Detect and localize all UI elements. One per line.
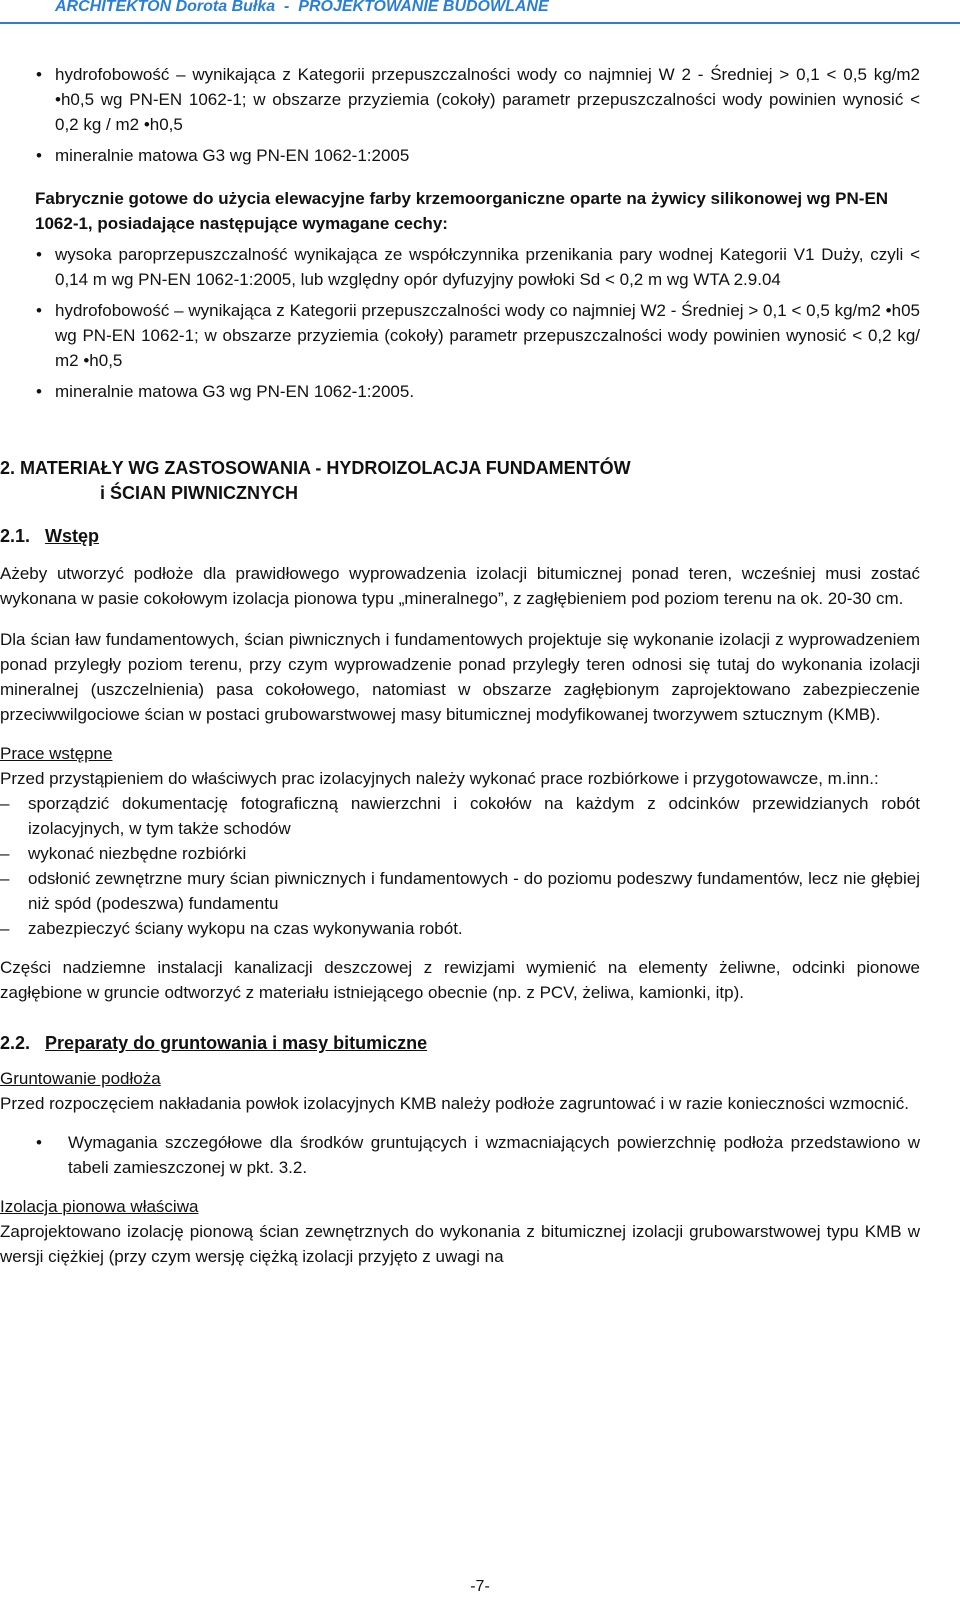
paragraph: Ażeby utworzyć podłoże dla prawidłowego wyprowadzenia izolacji bitumicznej ponad teren, wcześniej musi zostać wykonana w pasie cokołowym izolacja pionowa typu „mineralnego”, z zagłębieniem pod poziom terenu na ok. 20-30 cm. (0, 564, 920, 608)
paragraph: Przed przystąpieniem do właściwych prac izolacyjnych należy wykonać prace rozbiórkowe i przygotowawcze, m.inn.: (0, 769, 879, 788)
dash-text: wykonać niezbędne rozbiórki (28, 844, 247, 863)
section-2-heading (0, 456, 920, 506)
subheading-prep: Prace wstępne (0, 744, 113, 763)
section-number: 2.2. (0, 1033, 31, 1053)
bullet-icon: • (36, 301, 42, 320)
bullet-text: hydrofobowość – wynikająca z Kategorii przepuszczalności wody co najmniej W2 - Średniej > 0,1 < 0,5 kg/m2 •h05 wg PN-EN 1062-1; w obszarze przyziemia (cokoły) parametr przepuszczalności wody powinien wynosić < 0,2 kg/ m2 •h0,5 (55, 301, 920, 370)
section-2-1-heading (0, 524, 920, 549)
paint-heading: Fabrycznie gotowe do użycia elewacyjne farby krzemoorganiczne oparte na żywicy silikonowej wg PN-EN 1062-1, posiadające następujące wymagane cechy: (35, 189, 889, 233)
bullet-text: mineralnie matowa G3 wg PN-EN 1062-1:2005 (55, 146, 410, 165)
bullet-text: mineralnie matowa G3 wg PN-EN 1062-1:2005. (55, 382, 415, 401)
header-divider (0, 22, 960, 24)
dash-text: zabezpieczyć ściany wykopu na czas wykonywania robót. (28, 919, 463, 938)
list-item (0, 866, 920, 916)
dash-icon: – (0, 919, 10, 938)
dash-icon: – (0, 794, 10, 813)
header-title: ARCHITEKTON Dorota Bułka - PROJEKTOWANIE BUDOWLANE (55, 0, 549, 15)
paragraph: Przed rozpoczęciem nakładania powłok izolacyjnych KMB należy podłoże zagruntować i w razie konieczności wzmocnić. (0, 1094, 909, 1113)
list-item (0, 298, 920, 373)
bullet-text: Wymagania szczegółowe dla środków gruntujących i wzmacniających powierzchnię podłoża przedstawiono w tabeli zamieszczonej w pkt. 3.2. (68, 1133, 920, 1177)
section-2-line1 (0, 456, 920, 481)
section-title: Wstęp (45, 526, 100, 546)
paragraph: Dla ścian ław fundamentowych, ścian piwnicznych i fundamentowych projektuje się wykonanie izolacji z wyprowadzeniem ponad przyległy poziom terenu, przy czym wyprowadzenie ponad przyległy teren odnosi się tutaj do wykonania izolacji mineralnej (uszczelnienia) pasa cokołowego, natomiast w obszarze zagłębionym zaprojektowano zabezpieczenie przeciwwilgociowe ścian w postaci grubowarstwowej masy bitumicznej modyfikowanej tworzywem sztucznym (KMB). (0, 630, 920, 724)
list-item (0, 379, 920, 404)
bullet-text: hydrofobowość – wynikająca z Kategorii przepuszczalności wody co najmniej W 2 - Średniej > 0,1 < 0,5 kg/m2 •h0,5 wg PN-EN 1062-1; w obszarze przyziemia (cokoły) parametr przepuszczalności wody powinien wynosić < 0,2 kg / m2 •h0,5 (55, 65, 920, 134)
dash-icon: – (0, 844, 10, 863)
dash-text: sporządzić dokumentację fotograficzną nawierzchni i cokołów na każdym z odcinków przewidzianych robót izolacyjnych, w tym także schodów (28, 794, 920, 838)
dash-icon: – (0, 869, 10, 888)
section-number: 2. (0, 458, 16, 478)
list-item (0, 143, 920, 168)
paragraph: Zaprojektowano izolację pionową ścian zewnętrznych do wykonania z bitumicznej izolacji grubowarstwowej typu KMB w wersji ciężkiej (przy czym wersję ciężką izolacji przyjęto z uwagi na (0, 1222, 920, 1266)
bullet-icon: • (36, 245, 42, 264)
list-item (0, 242, 920, 292)
subheading-grunt: Gruntowanie podłoża (0, 1069, 161, 1088)
list-item (0, 841, 920, 866)
section-2-2-heading (0, 1031, 920, 1056)
page-number: -7- (470, 1578, 490, 1595)
document-body (0, 60, 920, 1269)
list-item (0, 916, 920, 941)
bullet-icon: • (36, 146, 42, 165)
bullet-text: wysoka paroprzepuszczalność wynikająca ze współczynnika przenikania pary wodnej Kategorii V1 Duży, czyli < 0,14 m wg PN-EN 1062-1:2005, lub względny opór dyfuzyjny powłoki Sd < 0,2 m wg WTA 2.9.04 (55, 245, 920, 289)
page-header (0, 0, 960, 22)
section-title: MATERIAŁY WG ZASTOSOWANIA - HYDROIZOLACJA FUNDAMENTÓW (20, 458, 631, 478)
paragraph: Części nadziemne instalacji kanalizacji deszczowej z rewizjami wymienić na elementy żeliwne, odcinki pionowe zagłębione w gruncie odtworzyć z materiału istniejącego obecnie (np. z PCV, żeliwa, kamionki, itp). (0, 958, 920, 1002)
section-2-line2: i ŚCIAN PIWNICZNYCH (100, 483, 298, 503)
bullet-icon: • (36, 382, 42, 401)
dash-text: odsłonić zewnętrzne mury ścian piwnicznych i fundamentowych - do poziomu podeszwy fundamentów, lecz nie głębiej niż spód (podeszwa) fundamentu (28, 869, 920, 913)
section-number: 2.1. (0, 526, 31, 546)
list-item (0, 791, 920, 841)
list-item (0, 1130, 920, 1180)
list-item (0, 62, 920, 137)
bullet-icon: • (36, 1133, 42, 1152)
subheading-izol: Izolacja pionowa właściwa (0, 1197, 199, 1216)
section-title: Preparaty do gruntowania i masy bitumiczne (45, 1033, 428, 1053)
bullet-icon: • (36, 65, 42, 84)
